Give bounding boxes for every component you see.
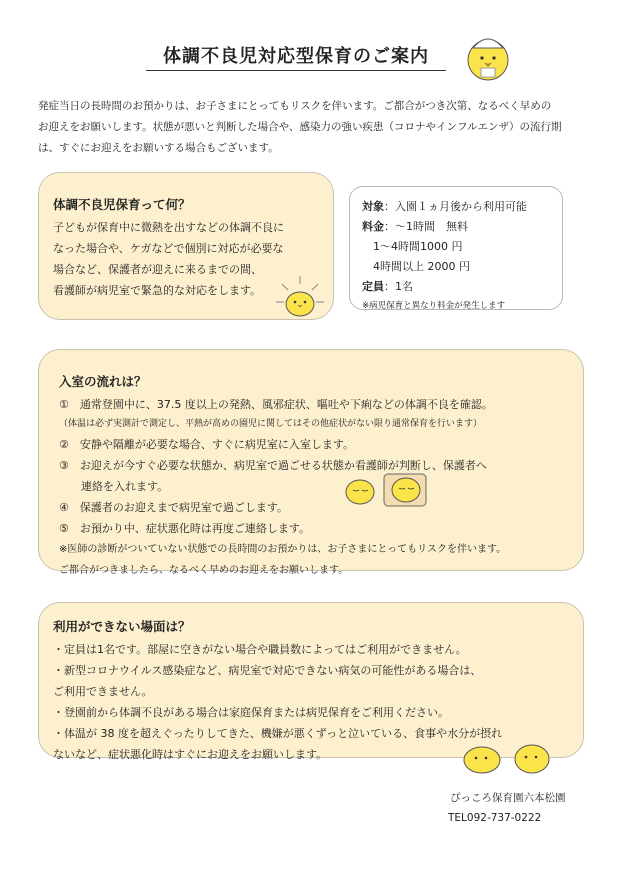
nurse-chick-illustration bbox=[463, 26, 513, 82]
footer-org: ぴっころ保育園六本松園 bbox=[450, 792, 566, 804]
intro-line: お迎えをお願いします。状態が悪いと判断した場合や、感染力の強い疾患（コロナやインフルエンザ）の流行期 bbox=[38, 121, 562, 133]
unavailable-line: ないなど、症状悪化時はすぐにお迎えをお願いします。 bbox=[53, 748, 328, 761]
flow-step: ③ お迎えが今すぐ必要な状態か、病児室で過ごせる状態か看護師が判断し、保護者へ bbox=[59, 459, 487, 472]
intro-line: は、すぐにお迎えをお願いする場合もございます。 bbox=[38, 142, 279, 154]
flow-step: 連絡を入れます。 bbox=[59, 480, 169, 493]
flow-step: ④ 保護者のお迎えまで病児室で過ごします。 bbox=[59, 501, 288, 514]
target-label: 対象 bbox=[362, 200, 384, 213]
fee-label: 料金 bbox=[362, 220, 384, 233]
about-heading: 体調不良児保育って何？ bbox=[53, 197, 191, 212]
page-title: 体調不良児対応型保育のご案内 bbox=[146, 42, 446, 71]
about-line: なった場合や、ケガなどで個別に対応が必要な bbox=[53, 242, 284, 255]
about-line: 場合など、保護者が迎えに来るまでの間、 bbox=[53, 263, 262, 276]
chick-illustration bbox=[272, 272, 328, 322]
fee-line: ：～1時間 無料 bbox=[384, 220, 468, 233]
flow-step: ② 安静や隔離が必要な場合、すぐに病児室に入室します。 bbox=[59, 438, 354, 451]
flow-step: ① 通常登園中に、37.5 度以上の発熱、風邪症状、嘔吐や下痢などの体調不良を確認。 bbox=[59, 398, 493, 411]
unavailable-line: ・登園前から体調不良がある場合は家庭保育または病児保育をご利用ください。 bbox=[53, 706, 449, 719]
footer-tel: TEL092-737-0222 bbox=[448, 812, 542, 824]
fee-line: 1～4時間1000 円 bbox=[362, 240, 463, 253]
capacity-value: ：1名 bbox=[384, 280, 413, 293]
unavailable-heading: 利用ができない場面は？ bbox=[53, 619, 191, 634]
intro-line: 発症当日の長時間のお預かりは、お子さまにとってもリスクを伴います。ご都合がつき次第、なるべく早めの bbox=[38, 100, 552, 112]
unavailable-line: ・体温が 38 度を超えぐったりしてきた、機嫌が悪くずっと泣いている、食事や水分が摂れ bbox=[53, 727, 503, 740]
fee-line: 4時間以上 2000 円 bbox=[362, 260, 470, 273]
chicks-illustration bbox=[458, 740, 558, 776]
unavailable-box bbox=[38, 602, 584, 761]
about-line: 看護師が病児室で緊急的な対応をします。 bbox=[53, 284, 262, 297]
flow-heading: 入室の流れは？ bbox=[59, 374, 147, 389]
flow-note: ご都合がつきましたら、なるべく早めのお迎えをお願いします。 bbox=[59, 565, 349, 576]
intro-text bbox=[38, 96, 598, 159]
about-line: 子どもが保育中に微熱を出すなどの体調不良に bbox=[53, 221, 284, 234]
sleeping-chicks-illustration bbox=[340, 468, 432, 510]
fees-note: ※病児保育と異なり料金が発生します bbox=[362, 301, 506, 311]
unavailable-line: ・新型コロナウイルス感染症など、病児室で対応できない病気の可能性がある場合は、 bbox=[53, 664, 482, 677]
fees-box bbox=[349, 186, 563, 310]
flow-box bbox=[38, 349, 584, 576]
flow-note: ※医師の診断がついていない状態での長時間のお預かりは、お子さまにとってもリスクを伴います。 bbox=[59, 544, 507, 555]
unavailable-line: ご利用できません。 bbox=[53, 685, 153, 698]
target-value: ：入園１ヵ月後から利用可能 bbox=[384, 200, 527, 213]
flow-note: （体温は必ず実測計で測定し、平熱が高めの園児に関してはその他症状がない限り通常保育を行います） bbox=[59, 419, 483, 429]
unavailable-line: ・定員は1名です。部屋に空きがない場合や職員数によってはご利用ができません。 bbox=[53, 643, 467, 656]
capacity-label: 定員 bbox=[362, 280, 384, 293]
flow-step: ⑤ お預かり中、症状悪化時は再度ご連絡します。 bbox=[59, 522, 310, 535]
